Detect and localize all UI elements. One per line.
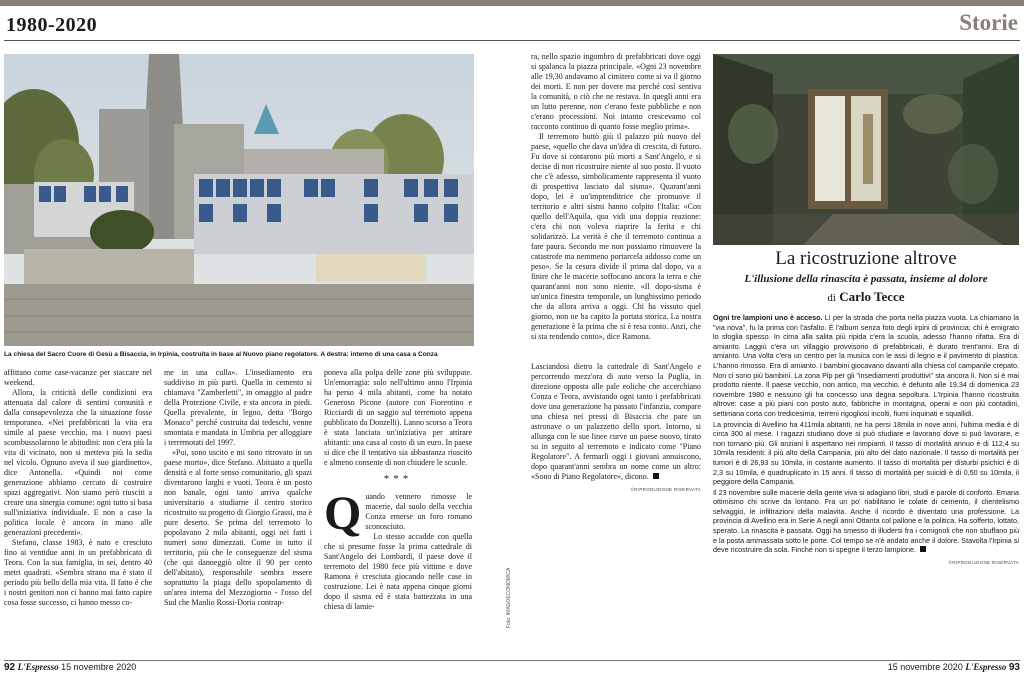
magazine-name: L'Espresso	[965, 662, 1007, 672]
top-color-bar	[0, 0, 1024, 6]
page-number-left: 92	[4, 662, 16, 673]
footer-right	[888, 662, 1020, 673]
paragraph: «Poi, sono uscito e mi sono ritrovato in un paese morto», dice Stefano. Abituato a quella densità e al forte senso comunitario, gli spazi diventarono larghi e vuoti. Teora è un posto non banale, ogni tanto arriva qualche universitario a studiarne il centro storico ricostruito su progetto di Giorgio Grassi, ma è pure deserto. Se prima del terremoto lo popolavano 2 mila abitanti, oggi nei fatti i numeri sono dimezzati. Come in tutto il territorio, più che le conseguenze del sisma (che qui danneggiò oltre il 90 per cento dell'abitato), responsabile sembra essere soprattutto la piaga dello spopolamento di un'area interna del Mezzogiorno - l'osso del Sud che Manlio Rossi-Doria contrap-	[164, 448, 312, 607]
page-number-right: 93	[1008, 662, 1020, 673]
copyright-notice: ©RIPRODUZIONE RISERVATA	[948, 559, 1019, 565]
paragraph: Stefano, classe 1983, è nato e cresciuto fino ai ventidue anni in un prefabbricato di Teora. Con la sua famiglia, in sei, dentro 40 metri quadrati. «Sembra strano ma è stato il periodo più bello della mia vita. Il fatto è che i nostri genitori non ci hanno mai fatto capire cosa fosse successo, ci hanno messo co-	[4, 538, 152, 607]
dropcap-paragraph	[324, 487, 472, 540]
article-column-3	[324, 368, 472, 612]
paragraph: poneva alla polpa delle zone più sviluppate. Un'emorragia: solo nell'ultimo anno l'Irpinia ha perso 4 mila abitanti, come ha notato Generoso Picone (autore con Fiorentino e Ricciardi di un saggio sul terremoto appena pubblicato da Donzelli). Lanno scorso a Teora è stata lanciata un'iniziativa per attirare abitanti: una casa al costo di un euro. In paese si dice che il tentativo sia abbastanza riuscito e almeno consente di non chiudere le scuole.	[324, 368, 472, 467]
paragraph-text: Lì per la strada che porta nella piazza vuota. La chiamano la "via nova", fu la prima con l'asfalto. È l'album senza foto degli irpini di provincia; chi è emigrato lo sfoglia spesso. In cima alla salita più ripida c'era la scuola, adesso l'hanno rifatta. Era di amianto. Laggiù c'era un villaggio provvisorio di prefabbricati, è durato trent'anni. Era di amianto. Una volta c'era un centro per la musica con le assi di legno e il pavimento di plastica. L'hanno rimosso. Era di amianto. I bambini giocavano davanti alla chiesa col campanile crepato. Non ci sono più bambini. La zona Pip per gli "insediamenti produttivi" sta ancora lì. Non si è mai prodotto niente. Il paese vecchio, non antico, ma vecchio, è defunto alle 19,34 di domenica 23 novembre 1980 e nessuno gli ha concesso una degna sepoltura. L'Irpinia l'hanno ricostruita altrove: case a più piani con posto auto, fabbriche in montagna, operai e non più contadini, settimana corta con tredicesima, terreni rigogliosi incolti, fiumi inquinati e squallidi.	[713, 313, 1020, 418]
drop-cap: Q	[324, 487, 362, 540]
section-label-left: 1980-2020	[6, 14, 98, 36]
interior-illustration	[713, 54, 1019, 245]
paragraph-text: uando vennero rimosse le macerie, dal suolo della vecchia Conza emerse un foro romano sconosciuto.	[365, 492, 472, 531]
magazine-name: L'Espresso	[17, 662, 59, 672]
paragraph-text: Il 23 novembre sulle macerie della gente viva si adagiano libri, studi e parole di conforto. Emana ottimismo chi scrive da lontano. Fra un po' riabilitano le colate di cemento, il clientelismo selvaggio, le infiltrazioni della malavita. Anche il ricordo è diventato una professione. La provincia di Avellino era in Serie A negli anni Ottanta col pallone e la politica. Ha sofferto, lottato, sperato. La rinascita è passata. Oggi ha smesso di illudersi fra i comignoli che non sbuffano più e la posta ammassata sotto le porte. Col tempo se n'è andato anche il dolore. Stavolta l'Irpinia si deve ricostruire da sola. Finché non si spegne il terzo lampione.	[713, 487, 1019, 555]
bottom-rule	[4, 660, 1020, 661]
end-mark-icon	[653, 473, 659, 479]
photo-credit: Foto: IMAGOECONOMICA	[506, 567, 512, 628]
article-column-1	[4, 368, 152, 608]
article-column-5	[531, 362, 701, 495]
paragraph: La provincia di Avellino ha 411mila abitanti, ne ha persi 18mila in nove anni, l'ultima media è di circa 300 al mese. I ragazzi studiano dove si può studiare e lavorano dove si può lavorare, e non tornano più. Gli anziani li aspettano nei rimpianti. Il tasso di mortalità annuo è di 112,4 su 10mila residenti: il più alto della Campania, più alto del dato nazionale. Il tasso di mortalità per tumori è di 26,93 su 10mila, in costante aumento. Il tasso di mortalità per disturbi psichici è di 2,3 su 10mila, è quadruplicato in 15 anni. Il tasso di mortalità per suicidi è di 0,50 su 10mila, il peggiore della Campania.	[713, 419, 1019, 487]
paragraph-text: Lasciandosi dietro la cattedrale di Sant'Angelo e percorrendo mezz'ora di auto verso la Puglia, in direzione opposta alle pale eoliche che accerchiano Conza e Teora, avvistando ogni tanto i prefabbricati dove una generazione ha passato l'infanzia, compare una chiesa nei pressi di Bisaccia che pare un astronave o un palazzetto dello sport. Intorno, si allunga con le sue linee curve un paese nuovo, tirato su in seguito al terremoto e indicato come "Piano Regolatore". A fermarli oggi i giovani annuiscono, dopo quarant'anni sembra un nome come un altro: «Sono di Piano Regolatore», dicono.	[531, 362, 701, 481]
byline	[713, 289, 1019, 305]
paragraph: me in una culla». L'insediamento era suddiviso in più parti. Quella in cemento si chiamava "Zamberletti", in omaggio al padre della Protezione Civile, e sta ancora in piedi. Quella prevalente, in legno, detta "Borgo Monaco" perché costruita dai tedeschi, venne smontata e mandata in Umbria per alloggiare i terremotati del 1997.	[164, 368, 312, 447]
article-column-2	[164, 368, 312, 608]
section-label-right: Storie	[959, 10, 1018, 35]
paragraph: Allora, la criticità delle condizioni era attenuata dal calore di sentirsi comunità e dalla consapevolezza che la situazione fosse temporanea. «Nei prefabbricati la vita era simile al paese vecchio, ma i nuovi paesi scombussolarono le abitudini: non c'era più la vita di vicinato, non si metteva più la sedia nel vicolo. Ognuno aveva il suo giardinetto», dice Antonella. «Quindi noi come generazione abbiamo cercato di costruire spazi aggregativi. Non siamo però riusciti a creare una sinergia comune: ogni tutto si basa sull'iniziativa individuale. E non a caso la politica locale è ancora in mano alle generazioni precedenti».	[4, 388, 152, 537]
author-name: Carlo Tecce	[839, 289, 905, 304]
issue-date: 15 novembre 2020	[61, 662, 137, 672]
byline-prefix: di	[827, 292, 836, 304]
photo-caption: La chiesa del Sacro Cuore di Gesù a Bisaccia, in Irpinia, costruita in base al Nuovo piano regolatore. A destra: interno di una casa a Conza	[4, 351, 438, 358]
article-column-4	[531, 52, 701, 342]
end-mark-icon	[920, 546, 926, 552]
issue-date: 15 novembre 2020	[887, 662, 963, 672]
copyright-notice: ©RIPRODUZIONE RISERVATA	[630, 487, 701, 492]
church-photo	[4, 54, 474, 346]
article-subhead: L'illusione della rinascita è passata, insieme al dolore	[744, 273, 988, 285]
top-rule	[4, 40, 1020, 41]
paragraph: Il terremoto buttò giù il palazzo più nuovo del paese, «quello che dava un'idea di crescita, di futuro. Fu dove si contarono più morti a Sant'Angelo, e si decise di non ricostruire niente al suo posto. Il vuoto che c'è adesso, simbolicamente rappresenta il vuoto di prospettiva lasciato dal sisma». Quarant'anni dopo, lei è un'imprenditrice che promuove il territorio e altri sismi hanno colpito l'Italia: «Con quello dell'Aquila, qua vidi una doppia reazione: c'era chi non voleva riaprire la ferita e chi solidarizzò. La verità è che il terremoto continua a fare paura. Secondo me non possiamo rimuovere la catastrofe ma nemmeno portarcela addosso come un peso». Se la cesura divide il prima dal dopo, va a finire che le macerie soffocano ancora la terra e che quarant'anni non sono niente. «Il dopo-sisma è un'unica finestra temporale, un lunghissimo periodo che da allora arriva a oggi. Chi ha vissuto quel giorno, non ne ha capito la portata storica. La nostra generazione è la prima che si è resa conto. Anzi, che si sta rendendo conto», dice Ramona.	[531, 132, 701, 341]
paragraph: ra, nello spazio ingombro di prefabbricati dove oggi si spalanca la piazza principale. «Ogni 23 novembre alle 19,30 andavamo al cimitero come si va il giorno dei morti. E non per dovere ma perché così sentiva la comunità, o ciò che ne restava. In quegli anni era un lutto perenne, non c'erano feste pubbliche e non c'erano processioni. Noi intanto crescevamo col racconto continuo di quanto fosse meglio prima».	[531, 52, 701, 131]
lead-in: Ogni tre lampioni uno è acceso.	[713, 313, 823, 322]
section-separator: ***	[383, 473, 413, 485]
interior-photo	[713, 54, 1019, 245]
paragraph	[531, 362, 701, 482]
paragraph	[713, 488, 1019, 555]
article-headline: La ricostruzione altrove	[775, 248, 957, 269]
footer-left	[4, 662, 136, 673]
paragraph	[713, 313, 1019, 419]
church-illustration	[4, 54, 474, 346]
paragraph: Lo stesso accadde con quella che si presume fosse la prima cattedrale di Sant'Angelo dei Lombardi, il paese dove il terremoto del 1980 fece più vittime e dove Ramona è cresciuta giocando nelle case in costruzione. Lei è nata appena cinque giorni dopo il sisma ed è stata battezzata in una chiesa di lamie-	[324, 532, 472, 611]
paragraph: affittano come case-vacanze per staccare nel weekend.	[4, 368, 152, 387]
sidebar-article	[713, 313, 1019, 567]
